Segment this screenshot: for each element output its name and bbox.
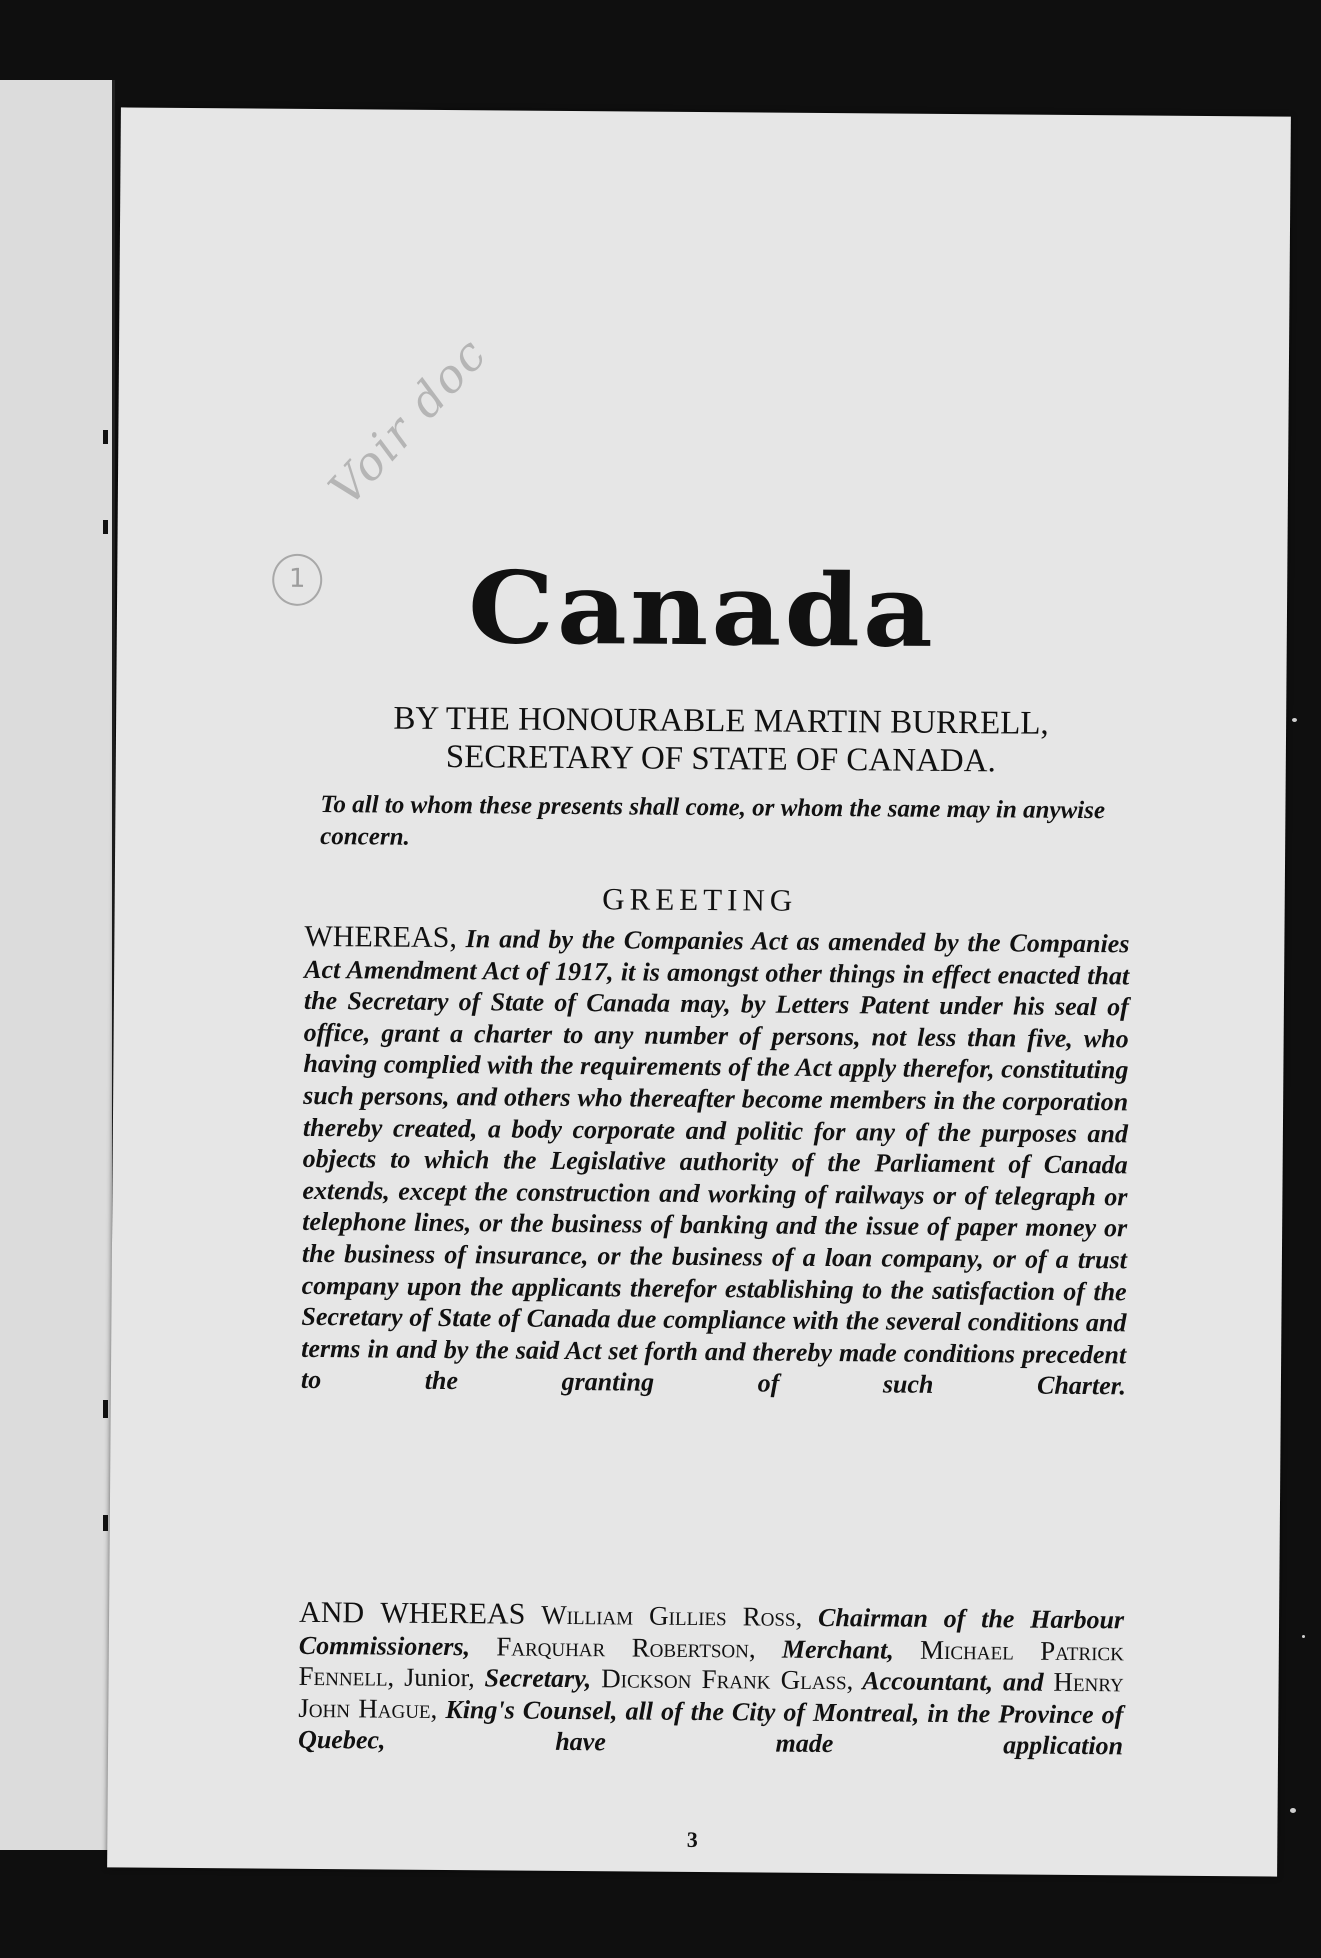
- document-page: [107, 107, 1291, 1876]
- facing-page-edge: [0, 80, 115, 1850]
- pencil-circled-number: 1: [272, 554, 322, 606]
- whereas-paragraph: [301, 921, 1130, 1402]
- applicant-name: Dickson Frank Glass,: [601, 1663, 854, 1696]
- paragraph-lead: WHEREAS,: [304, 919, 458, 955]
- pencil-annotation: Voir doc: [318, 326, 498, 516]
- margin-mark: [103, 430, 108, 444]
- scan-speck: [1290, 1808, 1296, 1813]
- applicant-name: William Gillies Ross,: [541, 1599, 803, 1632]
- page-title: Canada: [467, 550, 937, 670]
- scan-speck: [1302, 1635, 1305, 1638]
- applicant-suffix: Junior,: [404, 1662, 475, 1693]
- applicant-role: King's Counsel, all of the City of Montreal, in the Province of Quebec, have made application: [298, 1694, 1124, 1761]
- applicant-role: Accountant, and: [862, 1666, 1044, 1697]
- paragraph-body: In and by the Companies Act as amended by the Companies Act Amendment Act of 1917, it is amongst other things in effect enacted that the Secretary of State of Canada may, by Letters Patent under his seal of office, grant a charter to any number of persons, not less than five, who having complied with the requirements of the Act apply therefor, constituting such persons, and others who thereafter become members in the corporation thereby created, a body corporate and politic for any of the purposes and objects to which the Legislative authority of the Parliament of Canada extends, except the construction and working of railways or of telegraph or telephone lines, or the business of banking and the issue of paper money or the business of insurance, or the business of a loan company, or of a trust company upon the applicants therefor establishing to the satisfaction of the Secretary of State of Canada due compliance with the several conditions and terms in and by the said Act set forth and thereby made conditions precedent to the granting of such Charter.: [300, 924, 1130, 1401]
- greeting-heading: GREETING: [602, 881, 798, 918]
- applicant-role: Merchant,: [781, 1634, 894, 1665]
- applicant-role: Chairman of the Harbour Commissioners,: [298, 1602, 1125, 1661]
- applicant-name: Henry John Hague,: [298, 1666, 1124, 1724]
- address-line: To all to whom these presents shall come, or whom the same may in anywise concern.: [320, 791, 1106, 851]
- authority-line-1: BY THE HONOURABLE MARTIN BURRELL,: [393, 700, 1049, 742]
- margin-mark: [103, 520, 108, 534]
- margin-mark: [103, 1400, 108, 1418]
- applicant-name: Farquhar Robertson,: [496, 1631, 756, 1664]
- authority-line-2: SECRETARY OF STATE OF CANADA.: [445, 739, 996, 780]
- authority-heading: [306, 699, 1137, 782]
- paragraph-lead: AND WHEREAS: [298, 1595, 526, 1631]
- page-number: 3: [686, 1826, 698, 1853]
- margin-mark: [103, 1515, 108, 1531]
- and-whereas-paragraph: [298, 1597, 1124, 1762]
- scan-speck: [1292, 718, 1297, 722]
- applicant-name: Michael Patrick Fennell,: [298, 1634, 1124, 1692]
- applicant-role: Secretary,: [484, 1663, 592, 1694]
